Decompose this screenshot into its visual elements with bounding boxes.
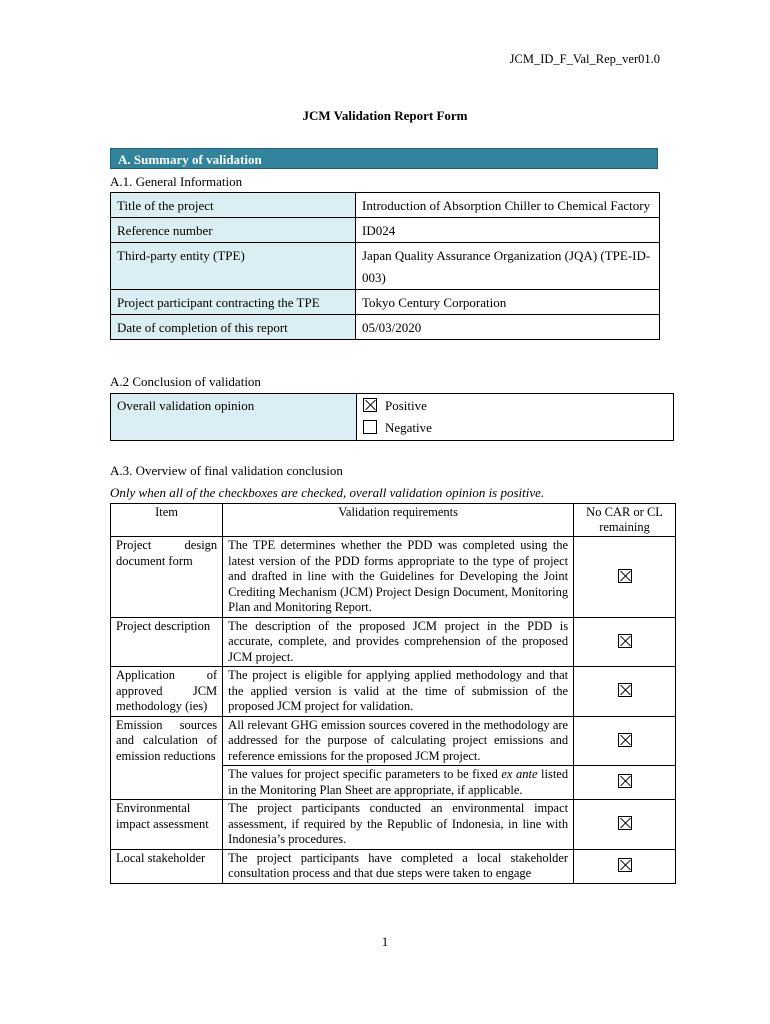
checked-checkbox-icon[interactable] xyxy=(618,774,632,788)
table-row xyxy=(111,218,660,243)
checked-checkbox-icon[interactable] xyxy=(363,398,377,412)
table-row xyxy=(111,849,676,883)
opinion-options xyxy=(357,394,674,441)
checked-checkbox-icon[interactable] xyxy=(618,816,632,830)
requirement-cell: The project is eligible for applying applied methodology and that the applied version is valid at the time of submission of the proposed JCM project for validation. xyxy=(223,667,574,717)
item-cell: Application of approved JCM methodology (ies) xyxy=(111,667,223,717)
row-label: Third-party entity (TPE) xyxy=(111,243,356,290)
requirement-cell: The TPE determines whether the PDD was completed using the latest version of the PDD forms appropriate to the type of project and drafted in line with the Guidelines for Developing the Joint Crediting Mechanism (JCM) Project Design Document, Monitoring Plan and Monitoring Report. xyxy=(223,537,574,618)
row-label: Date of completion of this report xyxy=(111,315,356,340)
conclusion-table xyxy=(110,393,674,441)
table-row xyxy=(111,800,676,850)
status-cell xyxy=(574,800,676,850)
checked-checkbox-icon[interactable] xyxy=(618,569,632,583)
completion-date-value: 05/03/2020 xyxy=(356,315,660,340)
validation-overview-table xyxy=(110,503,676,884)
table-row xyxy=(111,617,676,667)
reference-number-value: ID024 xyxy=(356,218,660,243)
checked-checkbox-icon[interactable] xyxy=(618,634,632,648)
option-positive[interactable] xyxy=(363,395,667,417)
option-label: Positive xyxy=(385,398,427,413)
option-label: Negative xyxy=(385,420,432,435)
unchecked-checkbox-icon[interactable] xyxy=(363,420,377,434)
table-row xyxy=(111,315,660,340)
table-row xyxy=(111,667,676,717)
table-row xyxy=(111,716,676,766)
status-cell xyxy=(574,667,676,717)
column-header-no-car: No CAR or CL remaining xyxy=(574,504,676,537)
checked-checkbox-icon[interactable] xyxy=(618,683,632,697)
table-row xyxy=(111,537,676,618)
requirement-cell: The description of the proposed JCM project in the PDD is accurate, complete, and provides comprehension of the proposed JCM project. xyxy=(223,617,574,667)
row-label: Project participant contracting the TPE xyxy=(111,290,356,315)
overall-opinion-label: Overall validation opinion xyxy=(111,394,357,441)
item-cell: Project description xyxy=(111,617,223,667)
item-cell: Environmental impact assessment xyxy=(111,800,223,850)
item-cell: Emission sources and calculation of emission reductions xyxy=(111,716,223,800)
page-number: 1 xyxy=(381,934,389,949)
a3-note: Only when all of the checkboxes are checked, overall validation opinion is positive. xyxy=(110,485,545,500)
participant-value: Tokyo Century Corporation xyxy=(356,290,660,315)
a2-heading: A.2 Conclusion of validation xyxy=(110,374,261,389)
status-cell xyxy=(574,716,676,766)
requirement-cell: All relevant GHG emission sources covered in the methodology are addressed for the purpose of calculating project emissions and reference emissions for the proposed JCM project. xyxy=(223,716,574,766)
column-header-requirements: Validation requirements xyxy=(223,504,574,537)
checked-checkbox-icon[interactable] xyxy=(618,858,632,872)
requirement-cell: The project participants have completed a local stakeholder consultation process and that due steps were taken to engage xyxy=(223,849,574,883)
page-title: JCM Validation Report Form xyxy=(302,108,468,123)
document-id: JCM_ID_F_Val_Rep_ver01.0 xyxy=(509,52,660,66)
item-cell: Project design document form xyxy=(111,537,223,618)
status-cell xyxy=(574,537,676,618)
requirement-cell: The values for project specific parameters to be fixed ex ante listed in the Monitoring Plan Sheet are appropriate, if applicable. xyxy=(223,766,574,800)
item-cell: Local stakeholder xyxy=(111,849,223,883)
option-negative[interactable] xyxy=(363,417,667,439)
checked-checkbox-icon[interactable] xyxy=(618,733,632,747)
a3-heading: A.3. Overview of final validation conclusion xyxy=(110,463,343,478)
table-header-row xyxy=(111,504,676,537)
a1-heading: A.1. General Information xyxy=(110,174,243,189)
table-row xyxy=(111,193,660,218)
section-a-heading: A. Summary of validation xyxy=(110,148,658,169)
status-cell xyxy=(574,617,676,667)
table-row xyxy=(111,394,674,441)
tpe-value: Japan Quality Assurance Organization (JQA) (TPE-ID-003) xyxy=(356,243,660,290)
project-title-value: Introduction of Absorption Chiller to Chemical Factory xyxy=(356,193,660,218)
table-row xyxy=(111,290,660,315)
general-information-table xyxy=(110,192,660,340)
table-row xyxy=(111,243,660,290)
status-cell xyxy=(574,766,676,800)
column-header-item: Item xyxy=(111,504,223,537)
row-label: Title of the project xyxy=(111,193,356,218)
row-label: Reference number xyxy=(111,218,356,243)
status-cell xyxy=(574,849,676,883)
requirement-cell: The project participants conducted an environmental impact assessment, if required by the Republic of Indonesia, in line with Indonesia’s procedures. xyxy=(223,800,574,850)
